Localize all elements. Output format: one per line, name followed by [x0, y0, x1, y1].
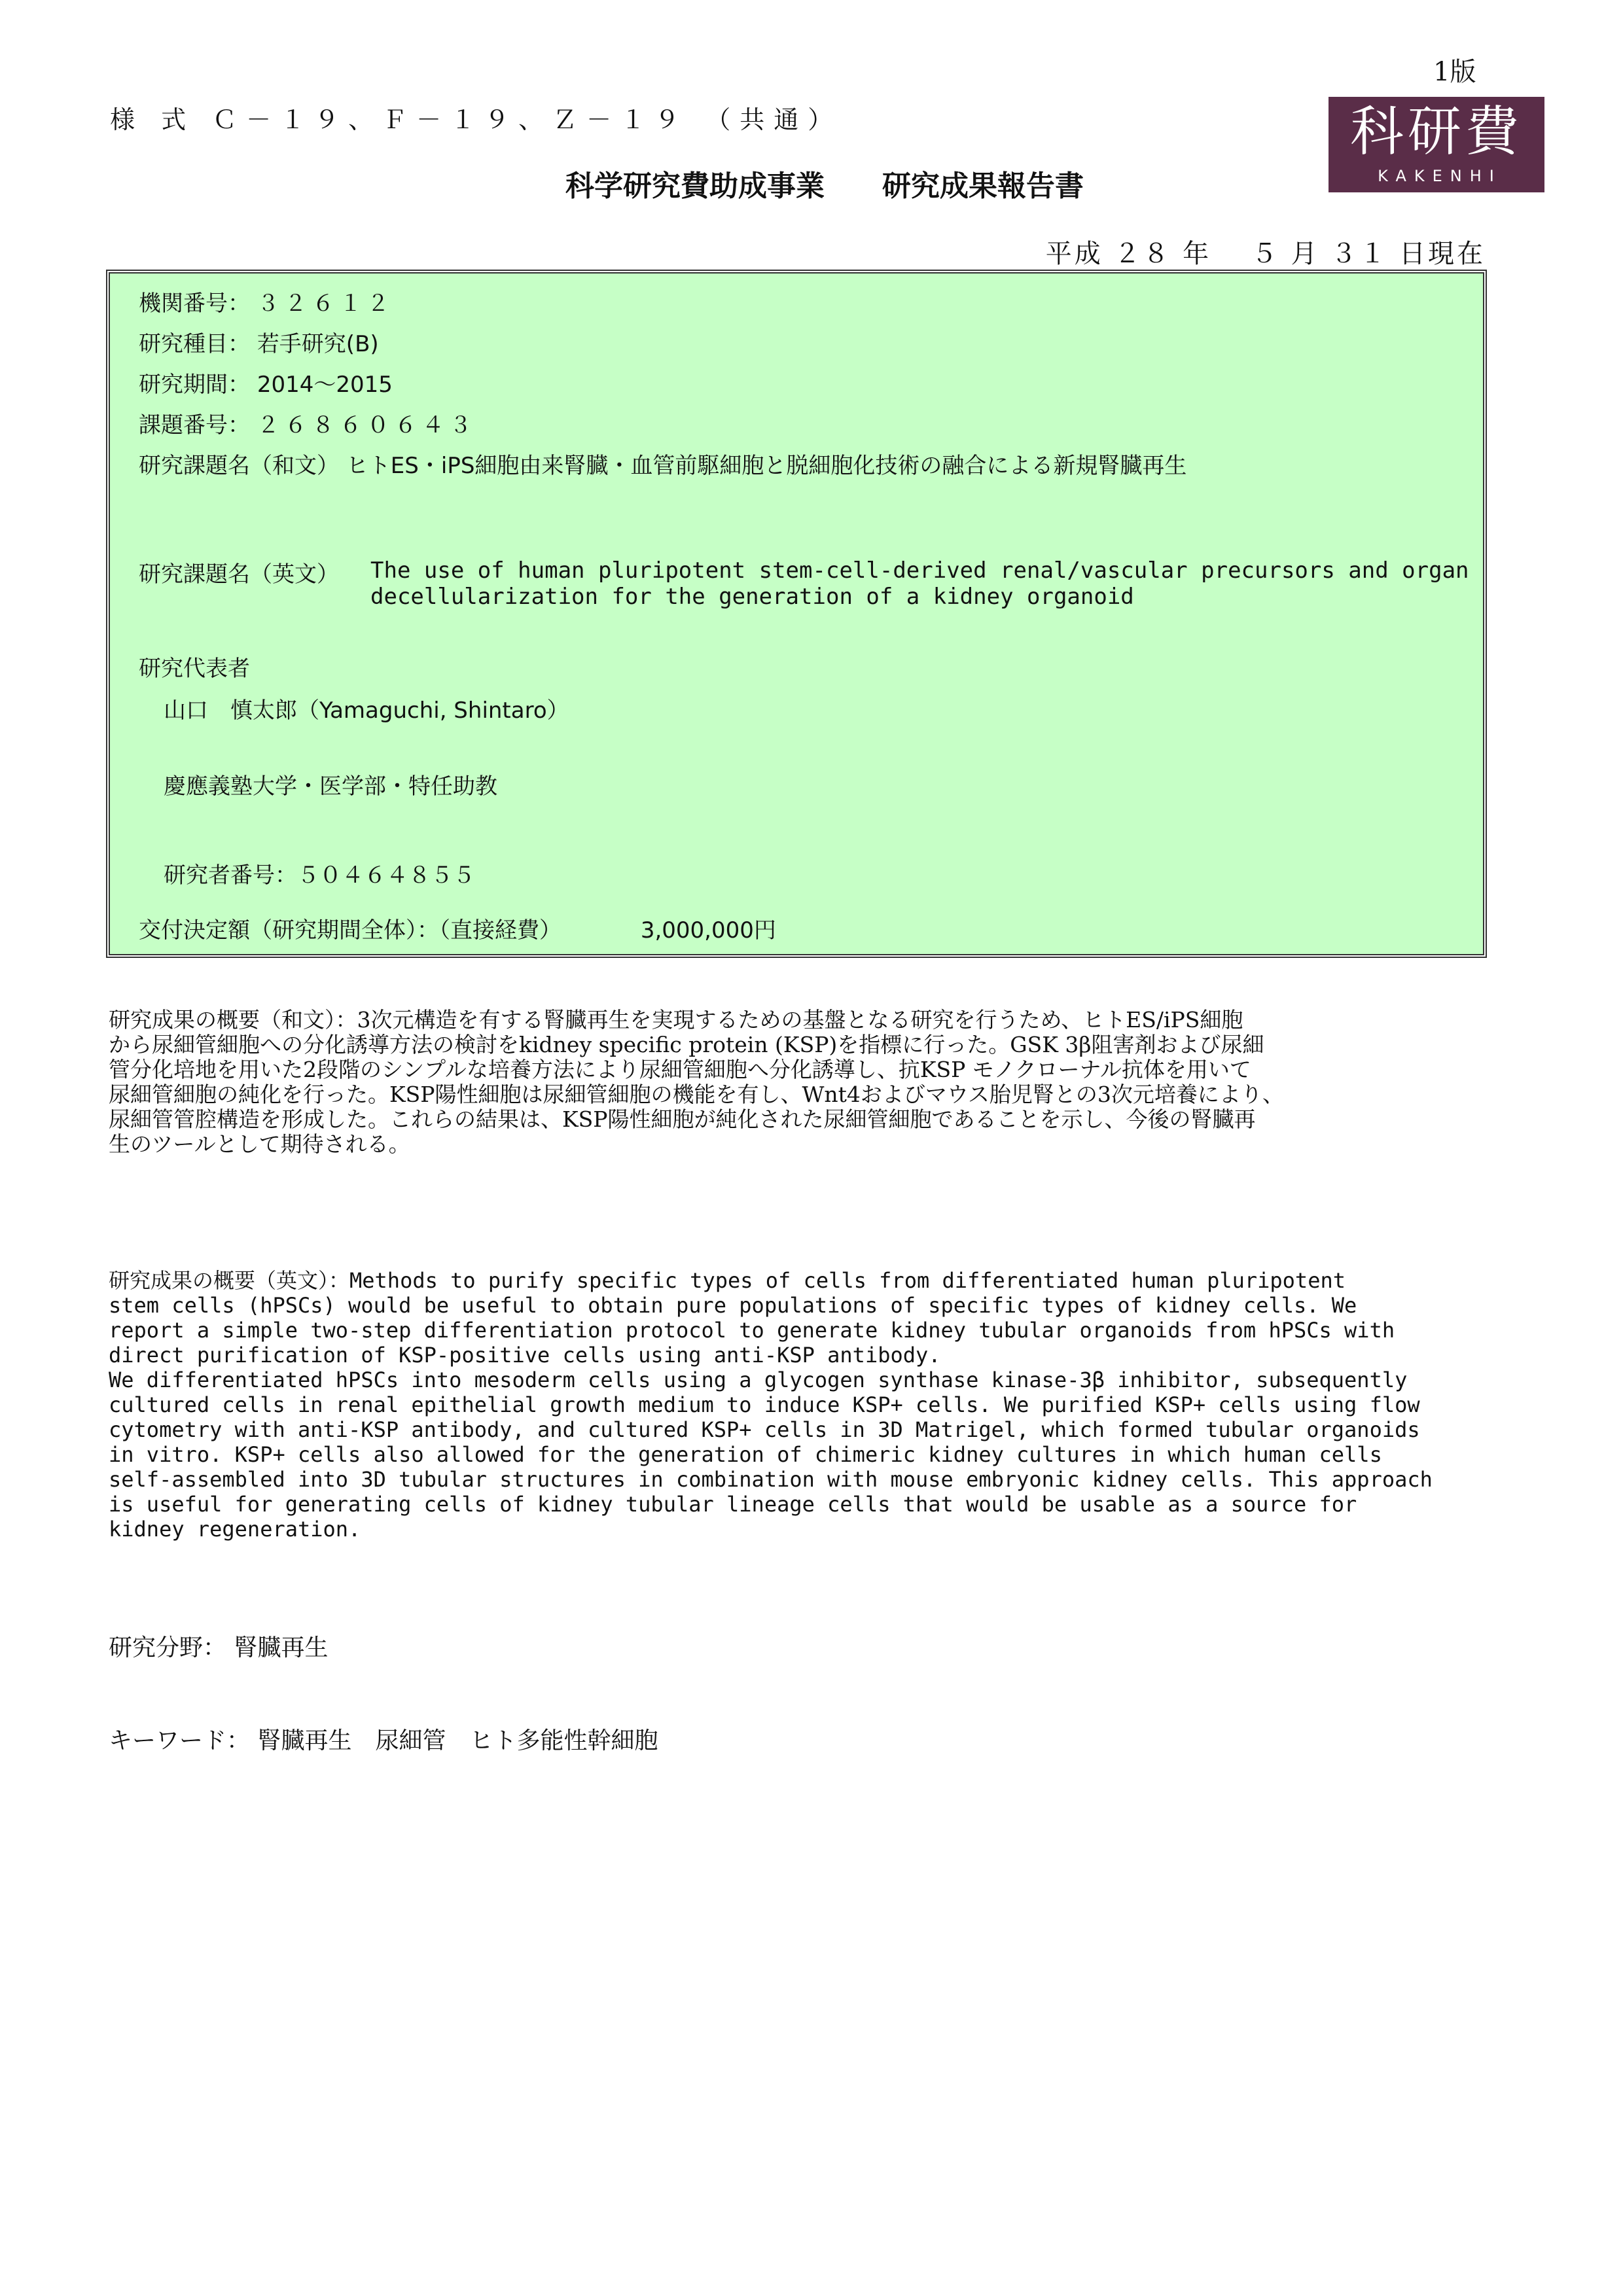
title-en-value [370, 557, 1469, 610]
institution-label: 機関番号： [139, 291, 250, 317]
summary-en-line: self-assembled into 3D tubular structures in combination with mouse embryonic kidney cells. This approach [109, 1467, 1433, 1492]
summary-en-line: kidney regeneration. [109, 1517, 361, 1542]
period-row [139, 366, 393, 398]
summary-jp-line: 尿細管細胞の純化を行った。KSP陽性細胞は尿細管細胞の機能を有し、Wnt4およびマウス胎児腎との3次元培養により、 [109, 1082, 1284, 1107]
logo-kanji: 科研費 [1349, 101, 1523, 163]
research-field-label: 研究分野： [109, 1634, 227, 1661]
grant-amount: 3,000,000円 [640, 917, 776, 944]
representative-name: 山口 慎太郎（Yamaguchi, Shintaro） [164, 698, 569, 724]
summary-jp-line: 管分化培地を用いた2段階のシンプルな培養方法により尿細管細胞へ分化誘導し、抗KSP モノクローナル抗体を用いて [109, 1057, 1251, 1082]
keywords-value: 腎臓再生 尿細管 ヒト多能性幹細胞 [257, 1727, 658, 1754]
summary-en-line: We differentiated hPSCs into mesoderm cells using a glycogen synthase kinase-3β inhibitor, subsequently [109, 1368, 1408, 1392]
summary-en-line: cytometry with anti-KSP antibody, and cultured KSP+ cells in 3D Matrigel, which formed tubular organoids [109, 1417, 1420, 1442]
summary-en-line: direct purification of KSP-positive cells using anti-KSP antibody. [109, 1343, 941, 1368]
category-label: 研究種目： [139, 331, 250, 357]
summary-en-line: report a simple two-step differentiation protocol to generate kidney tubular organoids from hPSCs with [109, 1318, 1395, 1343]
as-of-date: 平成 ２８ 年 ５ 月 ３１ 日現在 [1045, 239, 1486, 269]
keywords [109, 1722, 658, 1756]
title-en-label: 研究課題名（英文） [139, 561, 339, 588]
title-jp-value: ヒトES・iPS細胞由来腎臓・血管前駆細胞と脱細胞化技術の融合による新規腎臓再生 [346, 453, 1187, 479]
grant-row [139, 912, 776, 944]
summary-en-line: stem cells (hPSCs) would be useful to obtain pure populations of specific types of kidney cells. We [109, 1293, 1357, 1318]
summary-en-line: in vitro. KSP+ cells also allowed for the generation of chimeric kidney cultures in which human cells [109, 1442, 1382, 1467]
summary-jp-line: 研究成果の概要（和文）：3次元構造を有する腎臓再生を実現するための基盤となる研究を行うため、ヒトES/iPS細胞 [109, 1007, 1243, 1033]
period-value: 2014～2015 [257, 372, 393, 398]
title-jp-label: 研究課題名（和文） [139, 453, 339, 479]
category-row [139, 326, 379, 358]
researcher-number: 研究者番号：５０４６４８５５ [164, 862, 475, 889]
affiliation: 慶應義塾大学・医学部・特任助教 [164, 773, 497, 800]
project-info-box [109, 272, 1484, 955]
logo-subtitle: KAKENHI [1378, 167, 1502, 185]
summary-en-line: cultured cells in renal epithelial growth medium to induce KSP+ cells. We purified KSP+ cells using flow [109, 1392, 1420, 1417]
summary-jp-line: 尿細管管腔構造を形成した。これらの結果は、KSP陽性細胞が純化された尿細管細胞であることを示し、今後の腎臓再 [109, 1106, 1256, 1132]
grant-label: 交付決定額（研究期間全体）：（直接経費） [139, 917, 562, 944]
title-jp-row [139, 448, 1186, 480]
summary-en-line: 研究成果の概要（英文）：Methods to purify specific types of cells from differentiated human pluripotent [109, 1268, 1346, 1293]
summary-english [109, 1268, 1489, 1542]
title-en-line: decellularization for the generation of a kidney organoid [370, 584, 1134, 610]
summary-japanese [109, 1008, 1489, 1157]
institution-number: ３２６１２ [257, 291, 395, 317]
title-en-line: The use of human pluripotent stem-cell-derived renal/vascular precursors and organ [370, 557, 1469, 584]
period-label: 研究期間： [139, 372, 250, 398]
project-number-row [139, 407, 477, 439]
institution-row [139, 285, 395, 317]
form-number: 様 式 Ｃ－１９、Ｆ－１９、Ｚ－１９ （共通） [110, 105, 842, 134]
research-field-value: 腎臓再生 [234, 1634, 329, 1661]
summary-jp-line: から尿細管細胞への分化誘導方法の検討をkidney specific protein (KSP)を指標に行った。GSK 3β阻害剤および尿細 [109, 1032, 1264, 1057]
category-value: 若手研究(B) [257, 331, 379, 357]
kakenhi-logo [1329, 97, 1544, 192]
representative-label: 研究代表者 [139, 656, 250, 682]
keywords-label: キーワード： [109, 1727, 251, 1754]
version-label: 1版 [1433, 57, 1476, 87]
project-number-value: ２６８６０６４３ [257, 412, 477, 438]
research-field [109, 1629, 328, 1663]
document-title: 科学研究費助成事業 研究成果報告書 [565, 169, 1084, 203]
summary-jp-line: 生のツールとして期待される。 [109, 1131, 410, 1157]
summary-en-line: is useful for generating cells of kidney tubular lineage cells that would be usable as a source for [109, 1492, 1357, 1517]
project-number-label: 課題番号： [139, 412, 250, 438]
